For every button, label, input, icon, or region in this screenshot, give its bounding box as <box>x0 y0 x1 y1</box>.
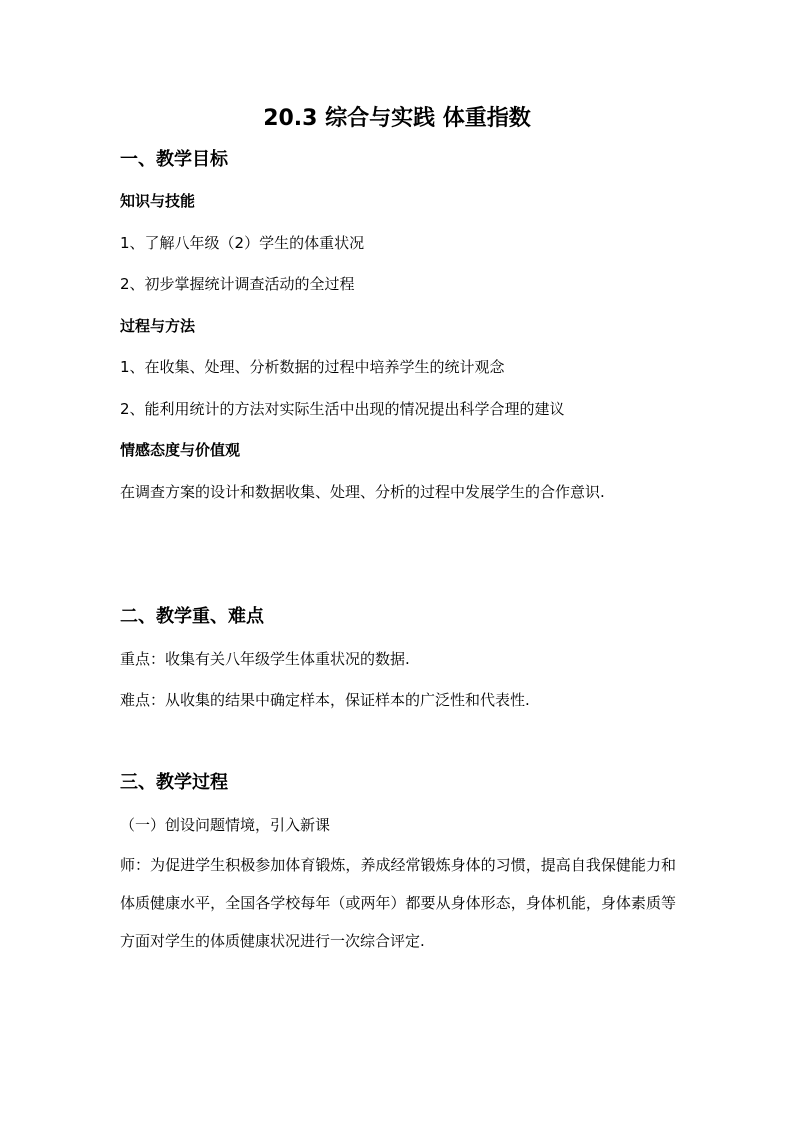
attitude-paragraph: 在调查方案的设计和数据收集、处理、分析的过程中发展学生的合作意识. <box>120 483 605 501</box>
section-heading-keypoints: 二、教学重、难点 <box>120 606 264 627</box>
subheading-attitude: 情感态度与价值观 <box>120 441 241 459</box>
section-heading-procedure: 三、教学过程 <box>120 772 228 793</box>
process-item-1: 1、在收集、处理、分析数据的过程中培养学生的统计观念 <box>120 358 505 376</box>
process-item-2: 2、能利用统计的方法对实际生活中出现的情况提出科学合理的建议 <box>120 400 565 418</box>
section-heading-goals: 一、教学目标 <box>120 149 228 170</box>
document-title: 20.3 综合与实践 体重指数 <box>263 106 531 131</box>
knowledge-item-1: 1、了解八年级（2）学生的体重状况 <box>120 234 365 252</box>
subheading-process: 过程与方法 <box>120 317 196 335</box>
difficulty-point: 难点：从收集的结果中确定样本，保证样本的广泛性和代表性. <box>120 691 530 709</box>
subheading-knowledge: 知识与技能 <box>120 192 196 210</box>
key-point: 重点：收集有关八年级学生体重状况的数据. <box>120 650 410 668</box>
procedure-subheading: （一）创设问题情境，引入新课 <box>120 816 331 834</box>
knowledge-item-2: 2、初步掌握统计调查活动的全过程 <box>120 275 355 293</box>
teacher-paragraph: 师：为促进学生积极参加体育锻炼，养成经常锻炼身体的习惯，提高自我保健能力和体质健康水平，全国各学校每年（或两年）都要从身体形态，身体机能，身体素质等方面对学生的体质健康状况进行一次综合评定. <box>120 856 676 950</box>
